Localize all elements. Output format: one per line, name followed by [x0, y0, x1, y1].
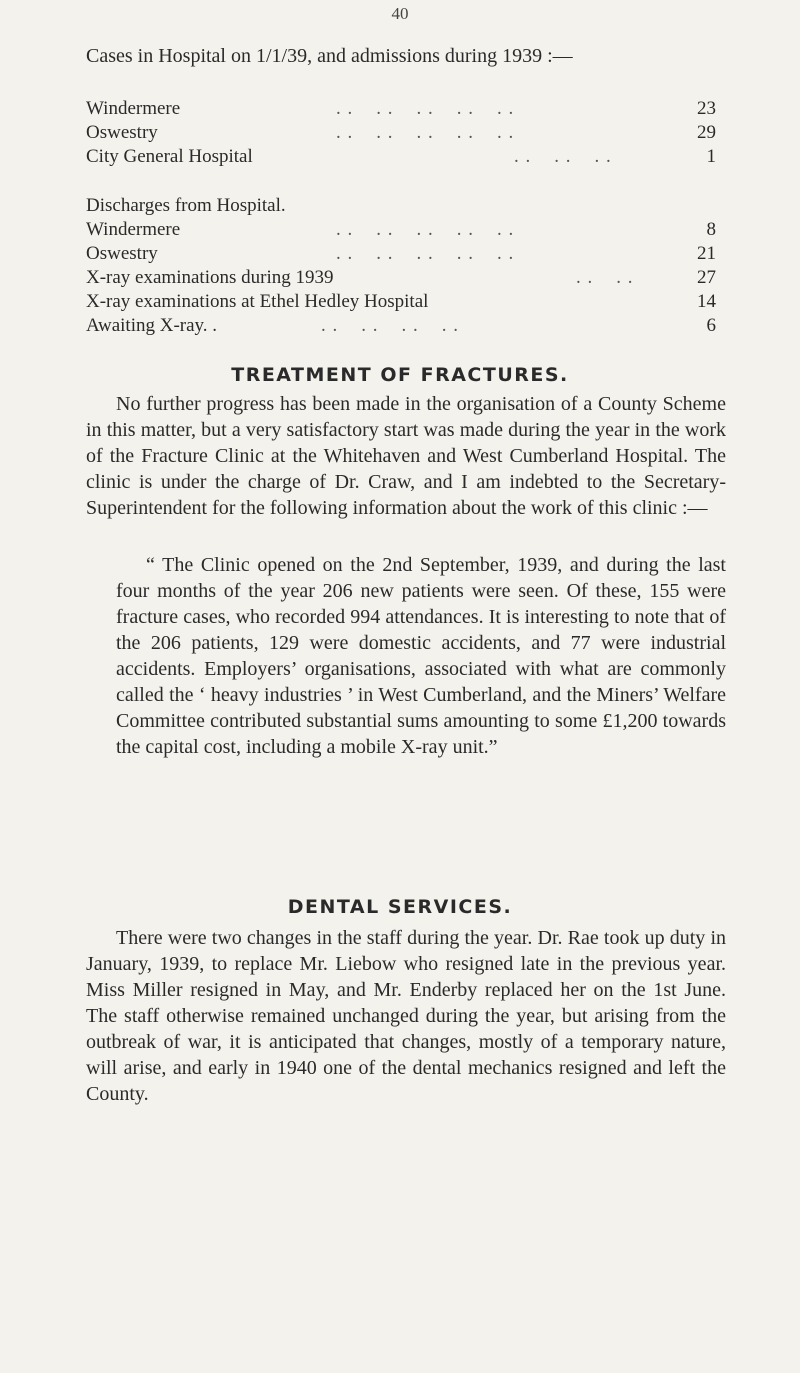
row-label: Windermere — [86, 98, 181, 119]
leader-dots: . . . . — [576, 267, 634, 288]
discharge-row — [86, 267, 716, 289]
discharges-title: Discharges from Hospital. — [86, 195, 286, 216]
row-label: Awaiting X-ray. . — [86, 315, 218, 336]
row-label: Oswestry — [86, 122, 158, 143]
leader-dots: . . . . . . . . — [321, 315, 459, 336]
row-label: X-ray examinations at Ethel Hedley Hospital — [86, 291, 429, 312]
intro-text: Cases in Hospital on 1/1/39, and admissions during 1939 :— — [86, 45, 573, 67]
clinic-quote-paragraph — [116, 552, 726, 760]
leader-dots: . . . . . . . . . . — [336, 98, 515, 119]
fractures-paragraph — [86, 391, 726, 521]
row-value: 29 — [697, 122, 716, 143]
admission-row — [86, 146, 716, 168]
admission-row — [86, 98, 716, 120]
section-heading-dental: DENTAL SERVICES. — [287, 896, 513, 918]
row-value: 23 — [697, 98, 716, 119]
discharge-row — [86, 291, 716, 313]
row-value: 6 — [706, 315, 716, 336]
discharge-row — [86, 219, 716, 241]
row-value: 14 — [697, 291, 716, 312]
leader-dots: . . . . . . . . . . — [336, 243, 515, 264]
row-value: 27 — [697, 267, 716, 288]
row-label: X-ray examinations during 1939 — [86, 267, 334, 288]
leader-dots: . . . . . . — [514, 146, 612, 167]
admission-row — [86, 122, 716, 144]
row-label: Oswestry — [86, 243, 158, 264]
row-value: 8 — [706, 219, 716, 240]
row-label: City General Hospital — [86, 146, 253, 167]
section-heading-fractures: TREATMENT OF FRACTURES. — [231, 364, 569, 386]
page-number: 40 — [391, 4, 409, 23]
row-label: Windermere — [86, 219, 181, 240]
leader-dots: . . . . . . . . . . — [336, 122, 515, 143]
discharge-row — [86, 243, 716, 265]
row-value: 1 — [706, 146, 716, 167]
leader-dots: . . . . . . . . . . — [336, 219, 515, 240]
paragraph-text: “ The Clinic opened on the 2nd September, 1939, and during the last four months of the year 206 new patients were seen. Of these, 155 were fracture cases, who recorded 994 attendances. It is interesting to note that of the 206 patients, 129 were domestic accidents, and 77 were industrial accidents. Employers’ organisations, associated with what are commonly called the ‘ heavy industries ’ in West Cumberland, and the Miners’ Welfare Committee contributed substantial sums amounting to some £1,200 towards the capital cost, including a mobile X-ray unit.” — [116, 554, 726, 758]
paragraph-text: There were two changes in the staff during the year. Dr. Rae took up duty in January, 1939, to replace Mr. Liebow who resigned late in the previous year. Miss Miller resigned in May, and Mr. Enderby replaced her on the 1st June. The staff otherwise remained unchanged during the year, but arising from the outbreak of war, it is anticipated that changes, mostly of a temporary nature, will arise, and early in 1940 one of the dental mechanics resigned and left the County. — [86, 927, 726, 1105]
discharge-row — [86, 315, 716, 337]
dental-paragraph — [86, 925, 726, 1107]
paragraph-text: No further progress has been made in the organisation of a County Scheme in this matter, but a very satisfactory start was made during the year in the work of the Fracture Clinic at the Whitehaven and West Cumberland Hospital. The clinic is under the charge of Dr. Craw, and I am indebted to the Secretary-Superintendent for the following information about the work of this clinic :— — [86, 393, 726, 519]
row-value: 21 — [697, 243, 716, 264]
